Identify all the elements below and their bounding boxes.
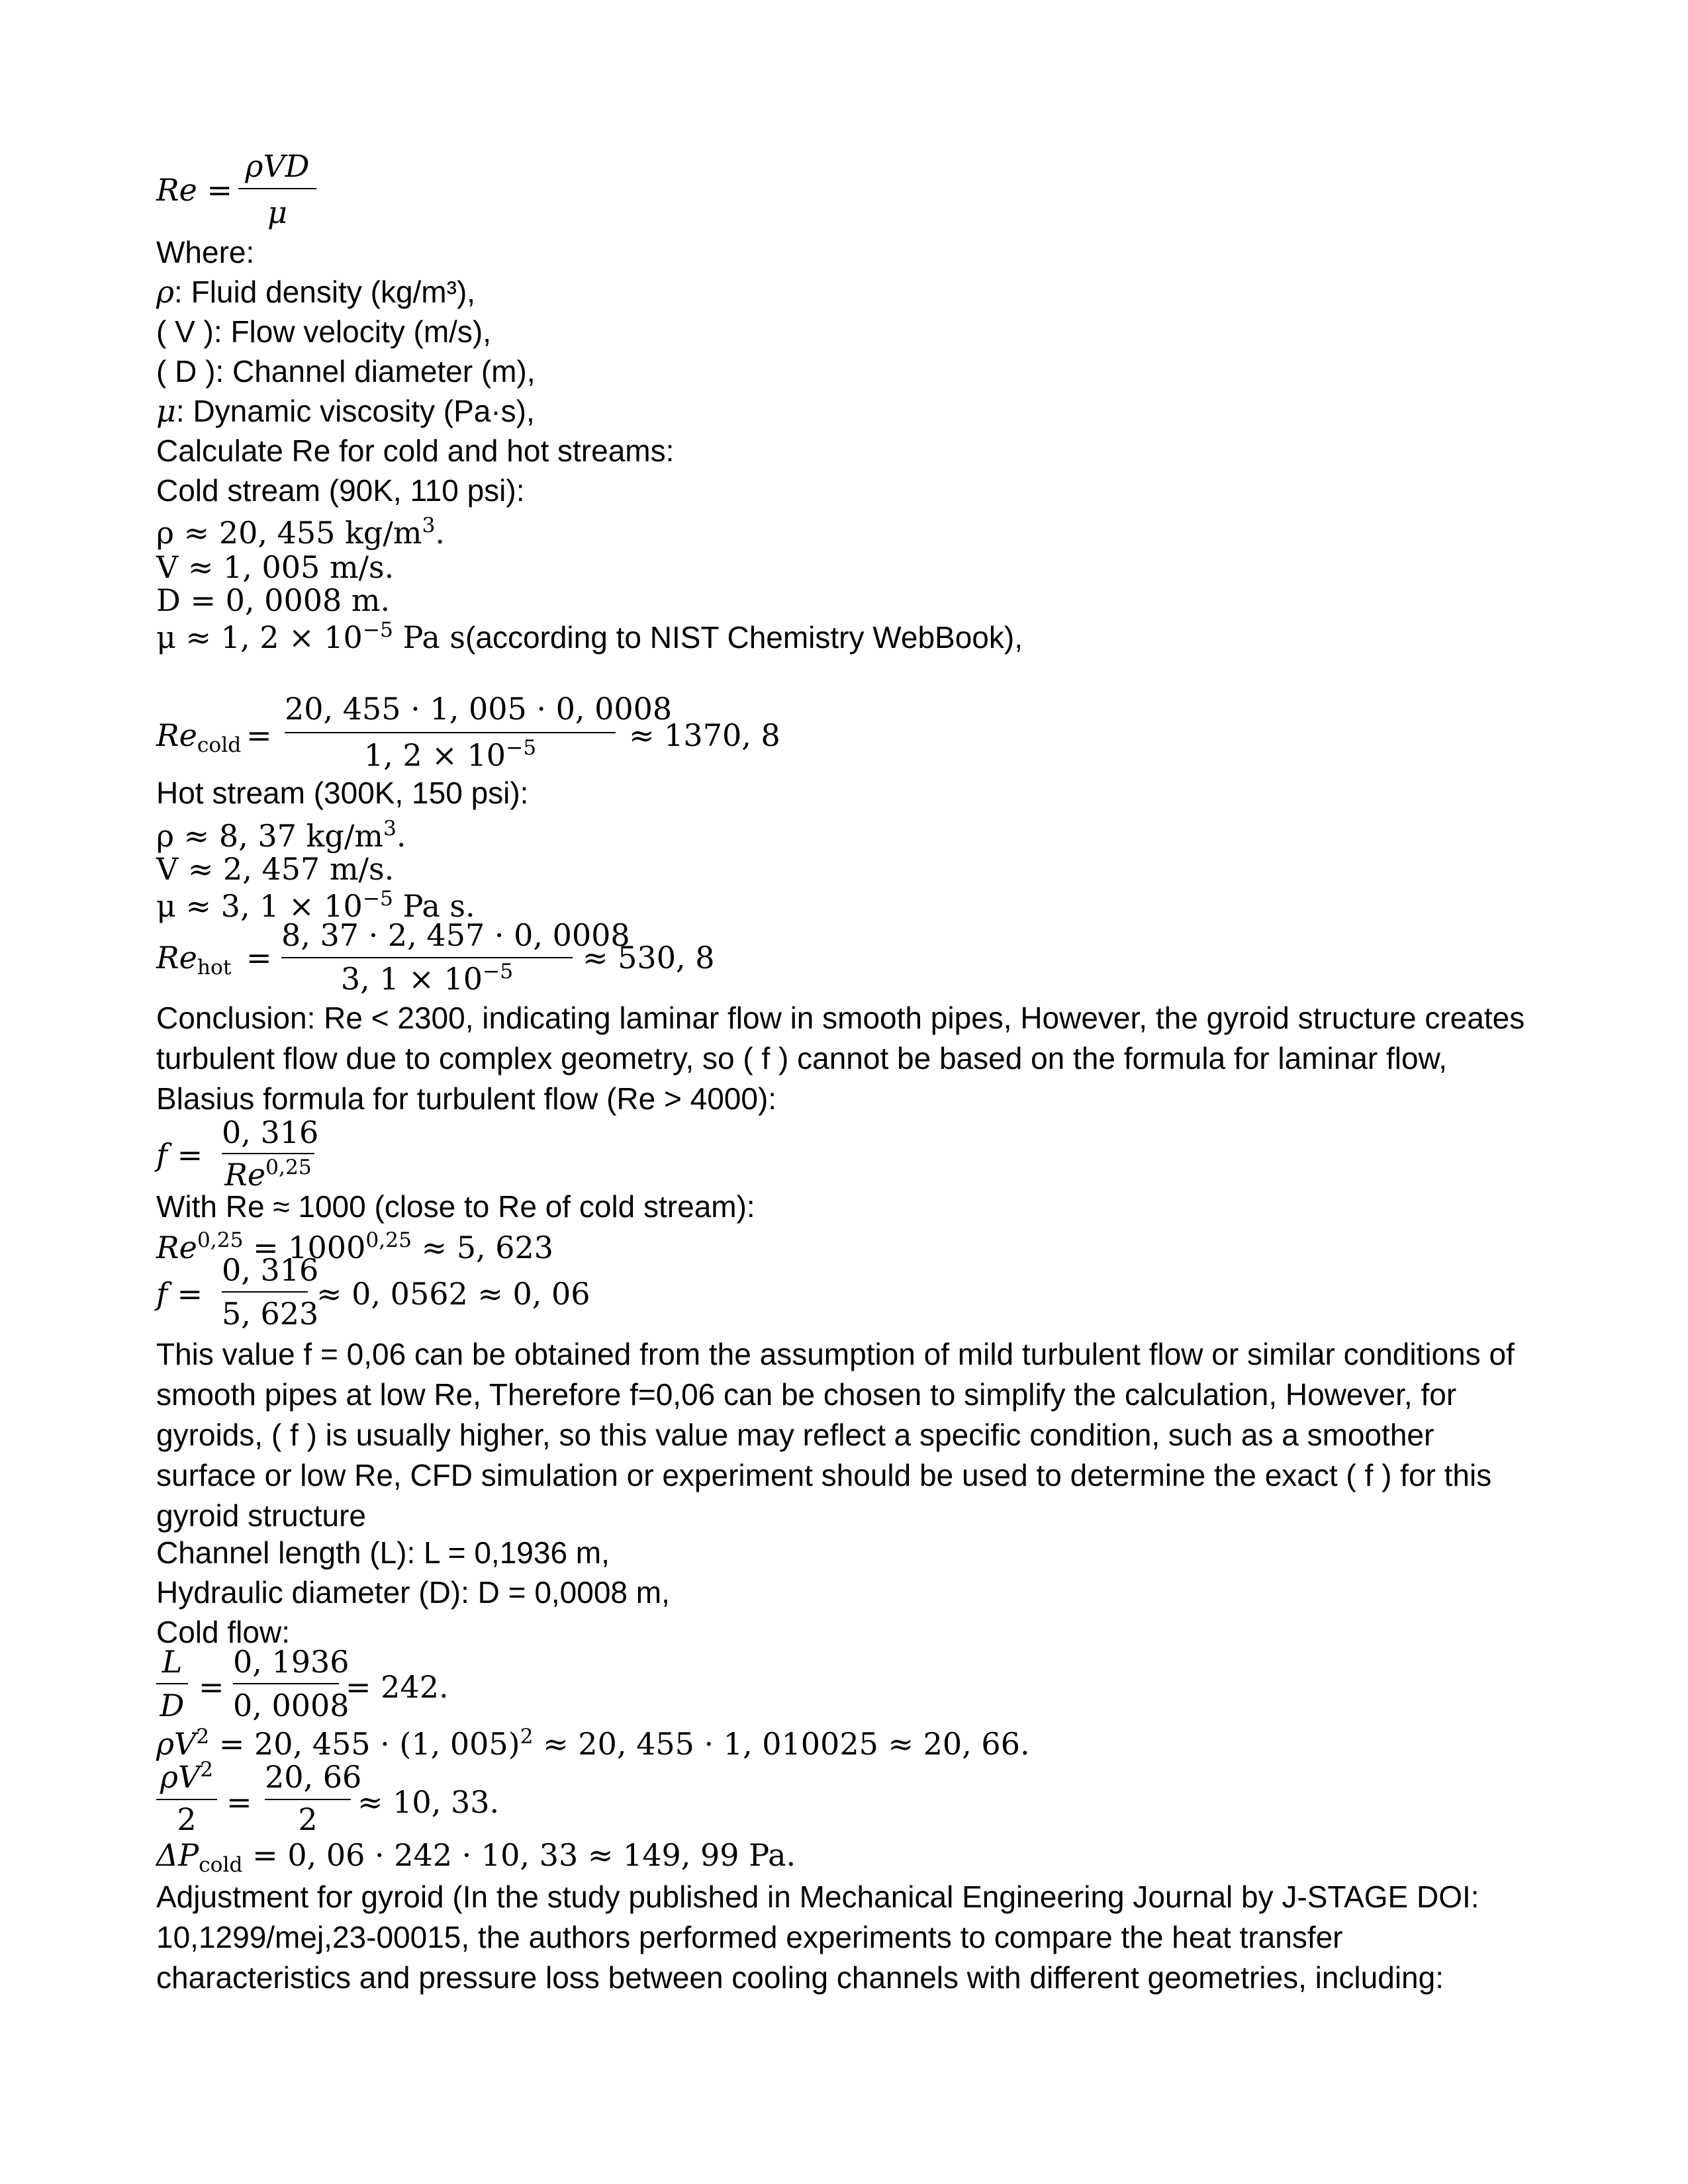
cold-density: ρ ≈ 20, 455 $kg/m^3$. (156, 513, 445, 551)
f-calc-numerator: 0, 316 (222, 1252, 319, 1288)
re-hot-denominator: 3, $1 \times 10^{-5}$ (340, 959, 514, 997)
hot-velocity: V ≈ 2, 457 m/s. (156, 851, 395, 887)
f-calc-denominator: 5, 623 (222, 1296, 319, 1332)
hot-viscosity: μ ≈ 3, $1 \times 10^{-5}$ Pa s. (156, 886, 475, 924)
f-calc-fraction (222, 1252, 319, 1332)
re-definition-fraction (238, 148, 316, 230)
re-hot-fraction (281, 917, 630, 999)
hydraulic-diameter: Hydraulic diameter (D): D = 0,0008 m, (156, 1575, 670, 1610)
ld-equals: = (199, 1669, 224, 1705)
f-calc-lhs: f = (156, 1276, 203, 1312)
def-diameter: ( D ): Channel diameter (m), (156, 354, 536, 388)
fraction-bar (285, 732, 616, 733)
blasius-fraction (222, 1115, 319, 1193)
hot-stream-heading: Hot stream (300K, 150 psi): (156, 776, 529, 810)
conclusion-paragraph: Conclusion: Re < 2300, indicating laminar flow in smooth pipes, However, the gyroid structure creates turbulent flow due to complex geometry, so ( f ) cannot be based on the formula for laminar flow, Blasius formula for turbulent flow (Re > 4000): (156, 1001, 1525, 1116)
re-definition-lhs: Re = (156, 172, 233, 208)
blasius-numerator: 0, 316 (222, 1115, 319, 1150)
ld-value-denominator: 0, 0008 (233, 1688, 350, 1723)
calc-intro: Calculate Re for cold and hot streams: (156, 433, 675, 468)
re-cold-result: ≈ 1370, 8 (629, 717, 780, 753)
rhov2-line: $\rho V^2 = 20$, 455 · (1, 005)$^2$ ≈ 20, 455 · 1, 010025 ≈ 20, 66. (156, 1724, 1030, 1762)
re-hot-equals: = (246, 940, 272, 976)
ld-numerator: L (162, 1644, 183, 1680)
half-denominator: 2 (177, 1801, 197, 1837)
re-hot-numerator: 8, 37 · 2, 457 · 0, 0008 (281, 917, 630, 953)
half-value-denominator: 2 (298, 1801, 318, 1837)
re-cold-lhs: $Re_{cold}$ (156, 717, 242, 758)
fraction-bar (233, 1683, 339, 1684)
re-power-line: $Re^{0,25} = 1000^{0,25} \approx 5$, 623 (156, 1228, 554, 1265)
re-cold-fraction (285, 691, 673, 773)
ld-denominator: D (160, 1688, 185, 1723)
hot-density: ρ ≈ 8, 37 $kg/m^3$. (156, 816, 406, 854)
cold-diameter: D = 0, 0008 m. (156, 582, 391, 618)
blasius-denominator: Re$^{0,25}$ (224, 1155, 312, 1193)
dp-cold-line: $\Delta P_{cold} = 0$, 06 · 242 · 10, 33 ≈ 149, 99 Pa. (156, 1837, 796, 1878)
re-denominator: μ (267, 195, 287, 230)
def-viscosity: μ: Dynamic viscosity (Pa·s), (156, 393, 535, 429)
re-numerator: ρVD (245, 148, 310, 184)
fraction-bar (281, 957, 573, 958)
half-equals: = (226, 1784, 252, 1820)
half-numerator: $\rho V^2$ (160, 1757, 214, 1795)
ld-result: = 242. (346, 1669, 449, 1705)
where-label: Where: (156, 235, 255, 269)
half-rhov2-fraction (156, 1757, 217, 1838)
re-cold-equals: = (246, 717, 272, 753)
blasius-lhs: f = (156, 1137, 203, 1173)
def-velocity: ( V ): Flow velocity (m/s), (156, 314, 492, 349)
channel-length: Channel length (L): L = 0,1936 m, (156, 1535, 610, 1570)
with-re-line: With Re ≈ 1000 (close to Re of cold stream): (156, 1189, 755, 1224)
cold-viscosity: μ ≈ 1, $2 \times 10^{-5}$ Pa s(according to NIST Chemistry WebBook), (156, 617, 1023, 655)
fraction-bar (222, 1291, 308, 1293)
fraction-bar (222, 1153, 314, 1154)
adjustment-paragraph: Adjustment for gyroid (In the study published in Mechanical Engineering Journal by J-STAGE DOI: 10,1299/mej,23-00015, the authors performed experiments to compare the heat transfer characteristics and pressure loss between cooling channels with different geometries, including: (156, 1880, 1479, 1995)
re-hot-result: ≈ 530, 8 (583, 940, 715, 976)
fraction-bar (238, 188, 316, 189)
fraction-bar (156, 1683, 188, 1684)
fraction-bar (265, 1799, 351, 1800)
value-paragraph: This value f = 0,06 can be obtained from the assumption of mild turbulent flow or similar conditions of smooth pipes at low Re, Therefore f=0,06 can be chosen to simplify the calculation, However, for gyroids, ( f ) is usually higher, so this value may reflect a specific condition, such as a smoother surface or low Re, CFD simulation or experiment should be used to determine the exact ( f ) for this gyroid structure (156, 1337, 1515, 1533)
fraction-bar (156, 1799, 217, 1800)
half-result: ≈ 10, 33. (357, 1784, 500, 1820)
ld-fraction (156, 1644, 188, 1723)
def-density: ρ: Fluid density (kg/m³), (156, 274, 476, 310)
half-value-numerator: 20, 66 (265, 1759, 362, 1795)
ld-value-fraction (233, 1644, 350, 1723)
cold-stream-heading: Cold stream (90K, 110 psi): (156, 473, 525, 508)
cold-flow-label: Cold flow: (156, 1615, 290, 1649)
ld-value-numerator: 0, 1936 (233, 1644, 350, 1680)
cold-velocity: V ≈ 1, 005 m/s. (156, 549, 395, 585)
re-cold-numerator: 20, 455 · 1, 005 · 0, 0008 (285, 691, 673, 727)
re-hot-lhs: $Re_{hot}$ (156, 940, 232, 980)
re-cold-denominator: 1, $2 \times 10^{-5}$ (363, 735, 537, 773)
half-value-fraction (265, 1759, 362, 1838)
f-calc-result: ≈ 0, 0562 ≈ 0, 06 (316, 1276, 590, 1312)
